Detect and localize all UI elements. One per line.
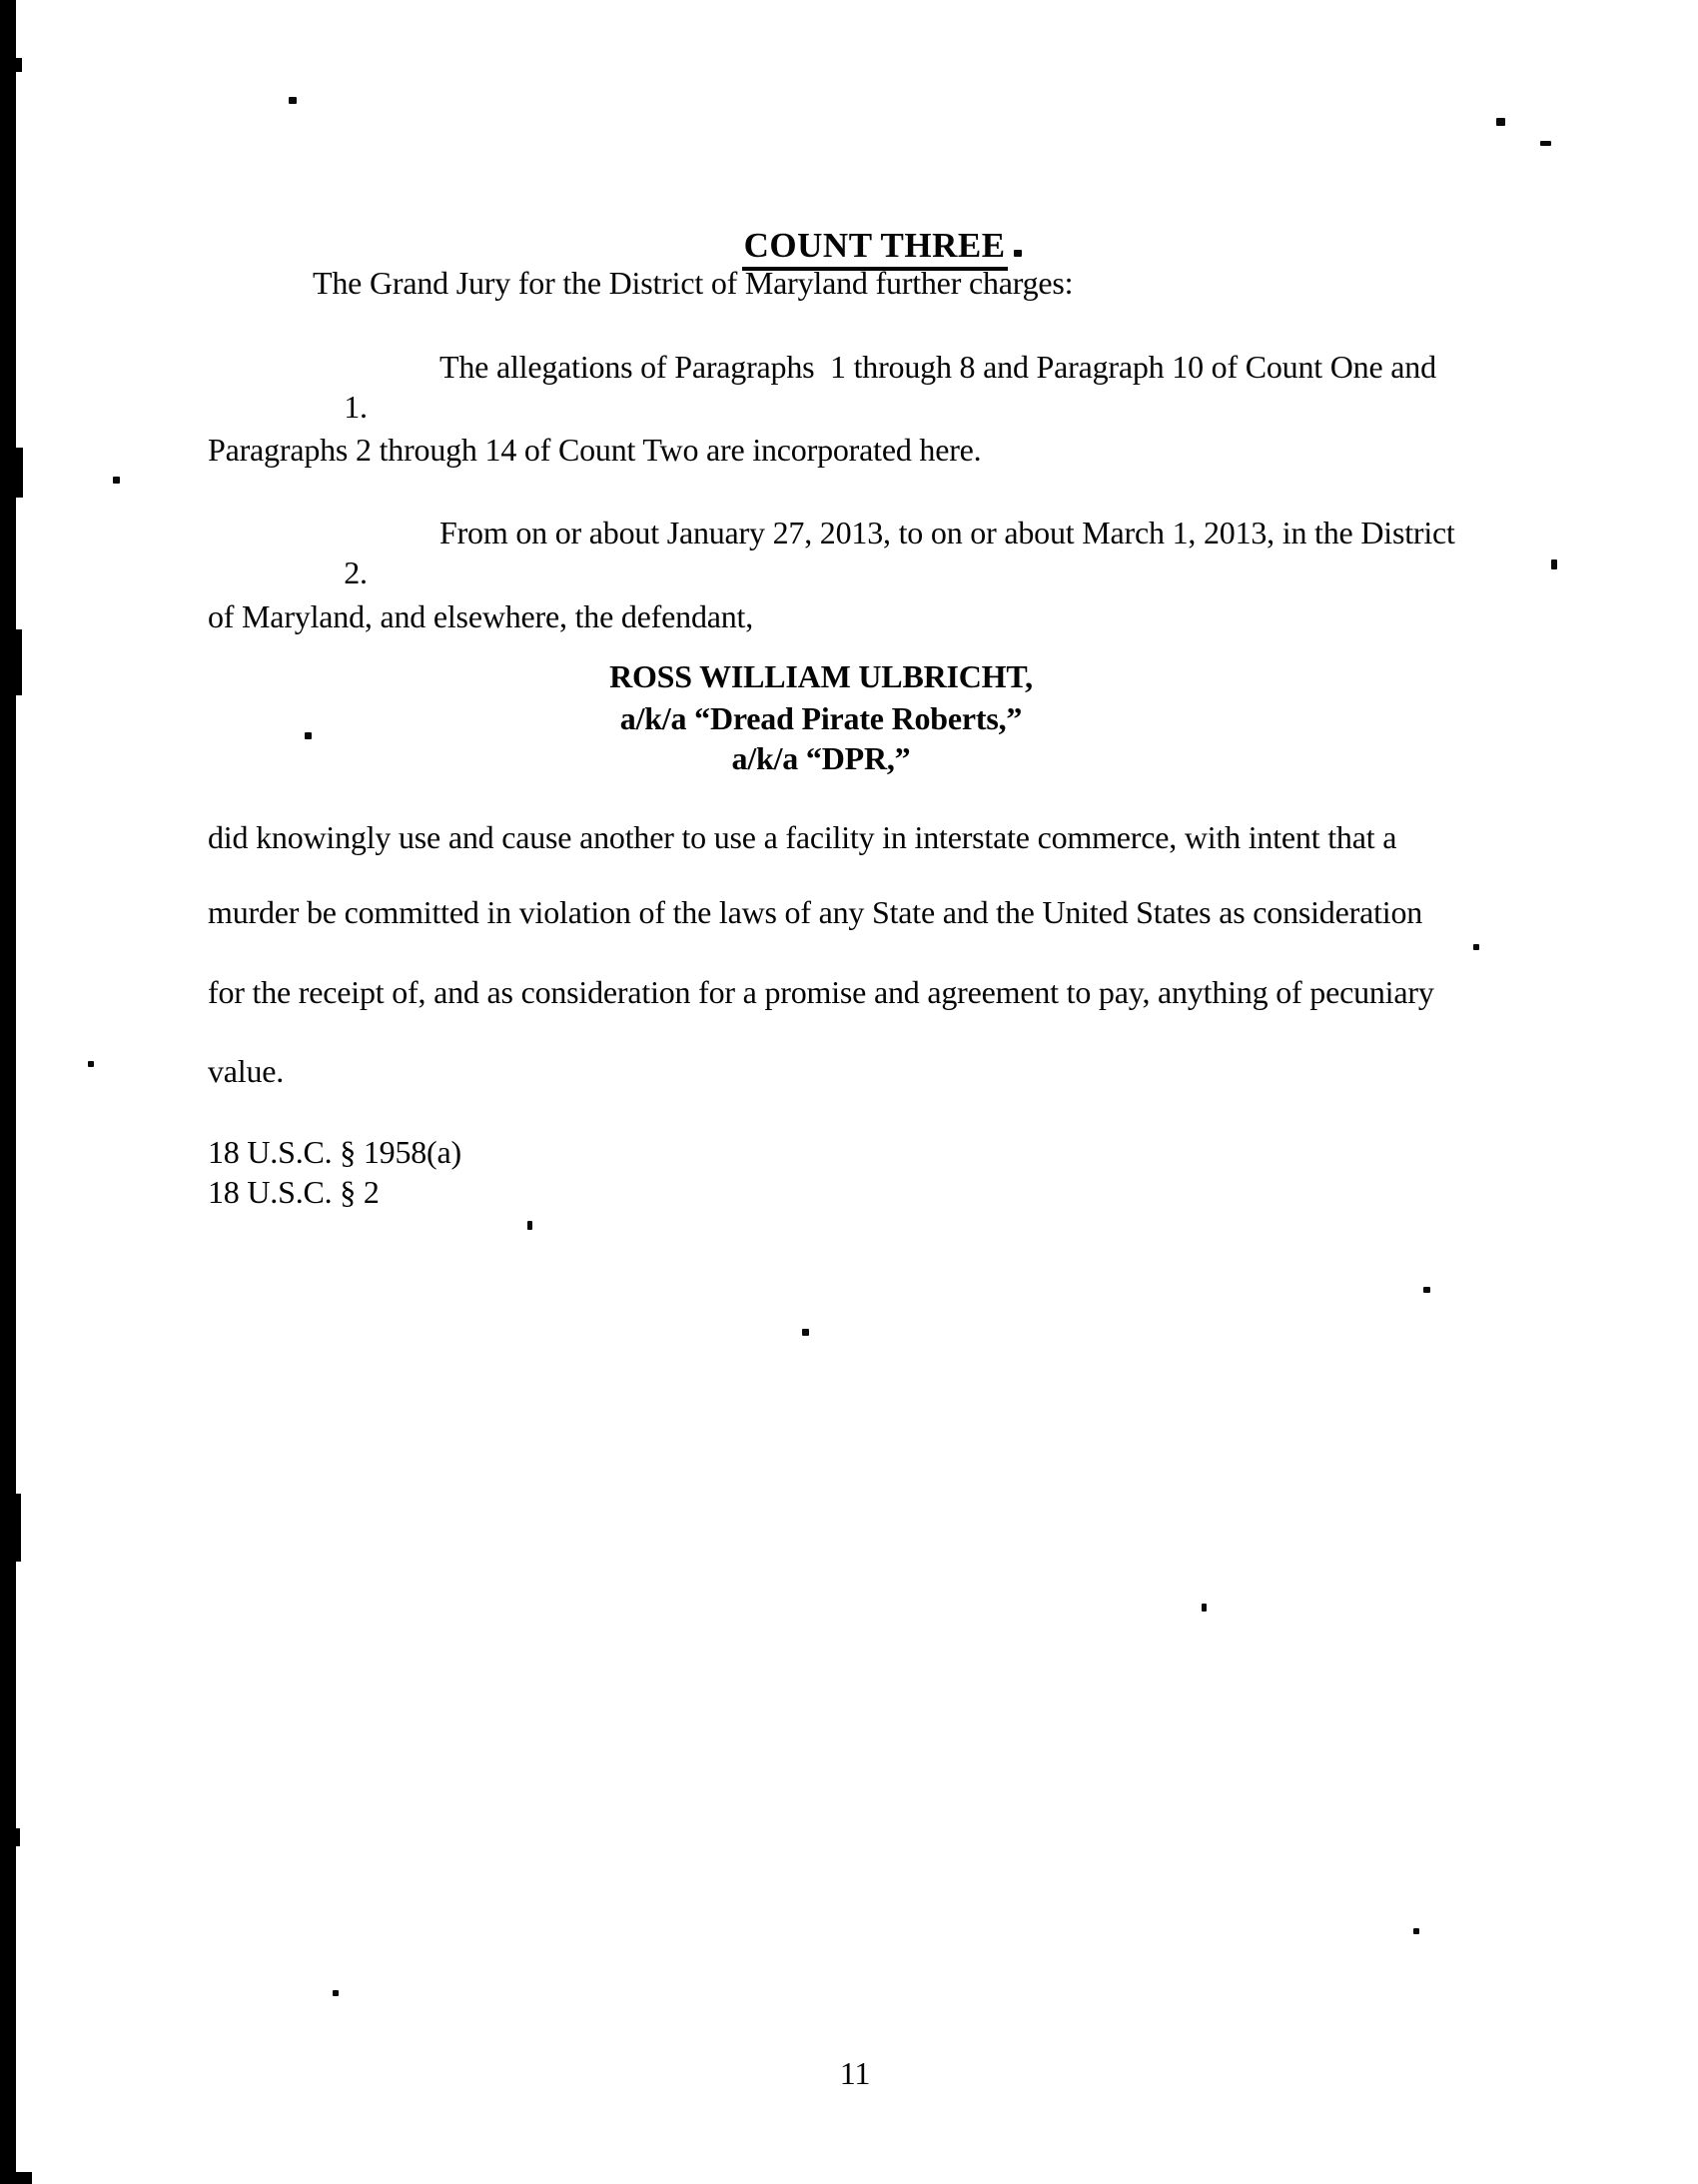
scan-speck [1413,1928,1419,1934]
paragraph-1-line-1 [313,347,1511,507]
scan-speck [1423,1287,1430,1293]
scan-speck [1014,250,1022,257]
charge-body-line-3: for the receipt of, and as consideration for a promise and agreement to pay, anything of pecuniary [208,974,1434,1010]
paragraph-2-line-1 [313,513,1511,672]
scan-speck [305,732,312,739]
scan-speck [527,1221,532,1230]
scan-edge-nub [0,1494,21,1562]
scan-edge-artifact [0,0,16,2184]
paragraph-2-text: From on or about January 27, 2013, to on or about March 1, 2013, in the District [439,515,1455,550]
scan-edge-nub [0,58,22,72]
scan-speck [1551,559,1557,569]
scan-speck [289,97,297,104]
grand-jury-charging-line: The Grand Jury for the District of Maryland further charges: [313,265,1074,301]
page-number: 11 [839,2055,871,2091]
paragraph-1-number: 1. [344,389,368,425]
scan-edge-nub [0,1828,20,1846]
scan-speck [333,1990,339,1996]
scan-speck [1496,118,1505,126]
scan-speck [802,1329,809,1336]
scan-speck [113,477,120,484]
defendant-alias-1: a/k/a “Dread Pirate Roberts,” [619,700,1023,736]
statute-citation-1: 18 U.S.C. § 1958(a) [208,1134,461,1170]
scan-speck [1473,944,1479,950]
paragraph-2-number: 2. [344,554,368,590]
scan-speck [88,1061,94,1067]
scan-speck [1540,141,1551,146]
statute-citation-2: 18 U.S.C. § 2 [208,1174,380,1210]
charge-body-line-2: murder be committed in violation of the laws of any State and the United States as consideration [208,894,1423,930]
charge-body-line-1: did knowingly use and cause another to use a facility in interstate commerce, with intent that a [208,819,1397,855]
scan-edge-nub [0,448,23,498]
paragraph-1-text: The allegations of Paragraphs 1 through 8 and Paragraph 10 of Count One and [439,349,1436,385]
scan-speck [1202,1604,1207,1612]
paragraph-2-line-2: of Maryland, and elsewhere, the defendant, [208,598,754,634]
scan-edge-nub [0,629,22,695]
charge-body-line-4: value. [208,1053,285,1089]
defendant-alias-2: a/k/a “DPR,” [731,740,911,776]
paragraph-1-line-2: Paragraphs 2 through 14 of Count Two are incorporated here. [208,432,982,468]
count-title: COUNT THREE [742,226,1008,271]
scan-edge-nub [14,2172,32,2184]
defendant-name: ROSS WILLIAM ULBRICHT, [609,658,1033,694]
